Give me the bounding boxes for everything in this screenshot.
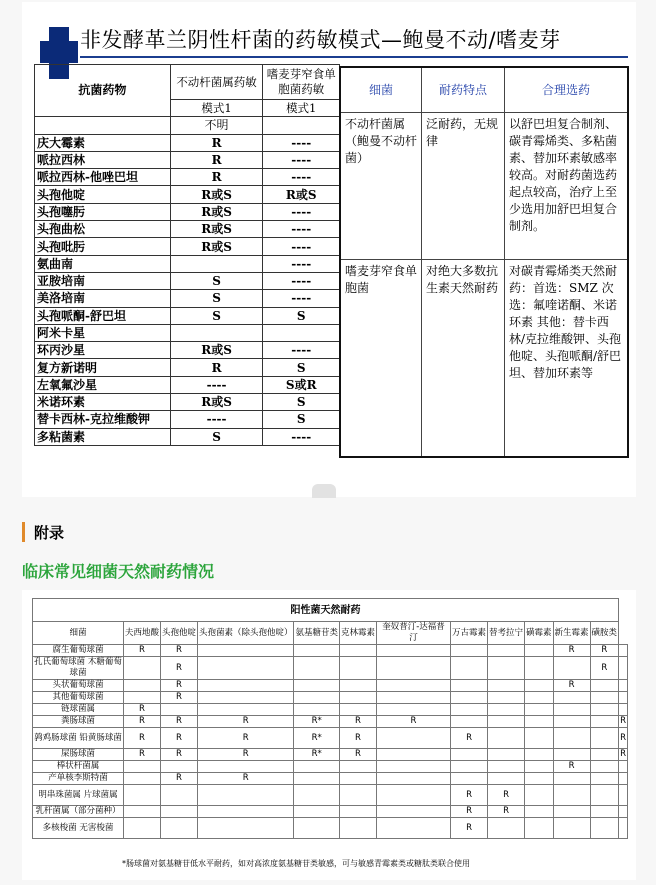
- title-rule: [80, 56, 628, 58]
- acinetobacter-value: S: [170, 272, 263, 289]
- resistance-cell: [553, 728, 590, 749]
- resistance-cell: [339, 806, 376, 818]
- column-header: 头孢他啶: [161, 622, 198, 645]
- table-row: [33, 680, 628, 692]
- stenotrophomonas-value: ----: [263, 290, 340, 307]
- section-title: 附录: [34, 524, 65, 542]
- table-row: [33, 657, 628, 680]
- column-header: 磺胺类: [590, 622, 619, 645]
- resistance-cell: [376, 657, 450, 680]
- resistance-cell: [590, 680, 619, 692]
- resistance-cell: [198, 704, 294, 716]
- resistance-cell: [451, 704, 488, 716]
- organism-name: 其他葡萄球菌: [33, 692, 124, 704]
- resistance-cell: [619, 680, 628, 692]
- resistance-cell: R: [339, 749, 376, 761]
- resistance-cell: [590, 761, 619, 773]
- drug-name: 哌拉西林-他唑巴坦: [35, 169, 171, 186]
- organism-name: 头状葡萄球菌: [33, 680, 124, 692]
- organism-name: 粪肠球菌: [33, 716, 124, 728]
- acinetobacter-value: R或S: [170, 394, 263, 411]
- stenotrophomonas-value: ----: [263, 151, 340, 168]
- stenotrophomonas-value: ----: [263, 203, 340, 220]
- acinetobacter-value: R或S: [170, 342, 263, 359]
- resistance-cell: [376, 761, 450, 773]
- stenotrophomonas-value: ----: [263, 221, 340, 238]
- resistance-cell: R: [553, 680, 590, 692]
- resistance-cell: [451, 749, 488, 761]
- stenotrophomonas-value: ----: [263, 342, 340, 359]
- resistance-cell: R: [619, 728, 628, 749]
- stenotrophomonas-value: S: [263, 394, 340, 411]
- resistance-cell: [198, 785, 294, 806]
- column-header: 奎奴普汀-达福普汀: [376, 622, 450, 645]
- acinetobacter-value: ----: [170, 376, 263, 393]
- resistance-cell: [198, 806, 294, 818]
- resistance-cell: R: [161, 657, 198, 680]
- table-row: [33, 704, 628, 716]
- section-subtitle: 临床常见细菌天然耐药情况: [22, 562, 215, 581]
- resistance-cell: [451, 716, 488, 728]
- slide-title: 非发酵革兰阴性杆菌的药敏模式—鲍曼不动/嗜麦芽: [80, 28, 561, 52]
- drug-name: 头孢噻肟: [35, 203, 171, 220]
- resistance-cell: [198, 818, 294, 839]
- table-row: [35, 307, 340, 324]
- resistance-cell: [339, 692, 376, 704]
- stenotrophomonas-value: ----: [263, 428, 340, 445]
- resistance-cell: [553, 657, 590, 680]
- stenotrophomonas-value: S: [263, 359, 340, 376]
- drug-name: 氨曲南: [35, 255, 171, 272]
- resistance-cell: [590, 692, 619, 704]
- table-row: [35, 342, 340, 359]
- resistance-cell: R: [590, 645, 619, 657]
- resistance-cell: R: [124, 704, 161, 716]
- mode-empty-cell: [35, 117, 171, 134]
- resistance-cell: R: [451, 806, 488, 818]
- resistance-cell: [161, 785, 198, 806]
- table-row: [35, 428, 340, 445]
- table-row: [35, 324, 340, 341]
- resistance-cell: [294, 692, 340, 704]
- resistance-cell: [294, 645, 340, 657]
- table-row: [35, 255, 340, 272]
- resistance-cell: [124, 657, 161, 680]
- section-accent-bar: [22, 522, 25, 542]
- table-row: [35, 186, 340, 203]
- resistance-cell: R: [161, 773, 198, 785]
- resistance-cell: R: [198, 716, 294, 728]
- resistance-cell: [553, 704, 590, 716]
- resistance-cell: [124, 680, 161, 692]
- resistance-cell: [525, 773, 554, 785]
- resistance-cell: [590, 818, 619, 839]
- resistance-cell: [488, 657, 525, 680]
- resistance-cell: [161, 704, 198, 716]
- resistance-cell: [619, 785, 628, 806]
- organism-name: 链球菌属: [33, 704, 124, 716]
- susceptibility-rows: [35, 134, 340, 445]
- table-row: [35, 290, 340, 307]
- mode-empty-cell: [263, 117, 340, 134]
- table-row: [33, 728, 628, 749]
- resistance-cell: [590, 704, 619, 716]
- resistance-cell: [553, 692, 590, 704]
- resistance-cell: [590, 773, 619, 785]
- resistance-cell: [525, 761, 554, 773]
- resistance-cell: [376, 785, 450, 806]
- resistance-cell: [124, 806, 161, 818]
- resistance-cell: [525, 785, 554, 806]
- resistance-cell: [619, 761, 628, 773]
- resistance-cell: R: [553, 645, 590, 657]
- resistance-cell: R: [198, 749, 294, 761]
- resistance-cell: [339, 680, 376, 692]
- resistance-cell: [124, 785, 161, 806]
- drug-name: 阿米卡星: [35, 324, 171, 341]
- resistance-cell: [619, 818, 628, 839]
- resistance-cell: R: [451, 785, 488, 806]
- resistance-cell: [488, 680, 525, 692]
- drug-name: 头孢他啶: [35, 186, 171, 203]
- resistance-cell: [294, 657, 340, 680]
- stenotrophomonas-value: R或S: [263, 186, 340, 203]
- mode-label-1: 模式1: [170, 100, 263, 117]
- resistance-cell: [451, 761, 488, 773]
- table-row: [35, 394, 340, 411]
- resistance-cell: [376, 749, 450, 761]
- acinetobacter-value: R或S: [170, 203, 263, 220]
- resistance-cell: [294, 773, 340, 785]
- resistance-cell: [294, 761, 340, 773]
- resistance-cell: [525, 692, 554, 704]
- drug-name: 复方新诺明: [35, 359, 171, 376]
- column-header: 氨基糖苷类: [294, 622, 340, 645]
- resistance-cell: [451, 680, 488, 692]
- resistance-cell: R: [376, 716, 450, 728]
- acinetobacter-value: R: [170, 151, 263, 168]
- resistance-cell: [451, 645, 488, 657]
- stenotrophomonas-value: [263, 324, 340, 341]
- watermark-icon: [312, 484, 336, 498]
- resistance-cell: [339, 704, 376, 716]
- stenotrophomonas-header: 嗜麦芽窄食单胞菌药敏: [263, 65, 340, 100]
- susceptibility-table: [34, 64, 340, 446]
- resistance-cell: R: [553, 761, 590, 773]
- organism-name: 腐生葡萄球菌: [33, 645, 124, 657]
- choice-cell: 以舒巴坦复合制剂、碳青霉烯类、多粘菌素、替加环素敏感率较高。对耐药菌选药起点较高，治疗上至少选用加舒巴坦复合制剂。: [505, 113, 629, 260]
- stenotrophomonas-value: ----: [263, 169, 340, 186]
- bacteria-cell: 不动杆菌属（鲍曼不动杆菌）: [340, 113, 422, 260]
- table-row: [33, 785, 628, 806]
- acinetobacter-value: S: [170, 307, 263, 324]
- resistance-cell: [619, 806, 628, 818]
- resistance-cell: [525, 704, 554, 716]
- feature-cell: 对绝大多数抗生素天然耐药: [422, 260, 505, 458]
- resistance-cell: [339, 761, 376, 773]
- drug-name: 环丙沙星: [35, 342, 171, 359]
- resistance-cell: [376, 818, 450, 839]
- feature-cell: 泛耐药，无规律: [422, 113, 505, 260]
- resistance-cell: R: [620, 749, 626, 759]
- resistance-cell: R: [161, 680, 198, 692]
- table-row: [35, 221, 340, 238]
- resistance-cell: [339, 785, 376, 806]
- mode-value: 不明: [170, 117, 263, 134]
- resistance-cell: [376, 680, 450, 692]
- resistance-cell: [161, 806, 198, 818]
- acinetobacter-value: S: [170, 290, 263, 307]
- resistance-cell: R: [451, 818, 488, 839]
- resistance-cell: [488, 761, 525, 773]
- resistance-cell: R: [161, 692, 198, 704]
- drug-name: 头孢曲松: [35, 221, 171, 238]
- resistance-cell: [294, 785, 340, 806]
- drug-name: 亚胺培南: [35, 272, 171, 289]
- feature-header: 耐药特点: [422, 67, 505, 113]
- resistance-cell: [376, 773, 450, 785]
- resistance-cell: [619, 704, 628, 716]
- resistance-cell: [553, 749, 590, 761]
- bacteria-header: 细菌: [340, 67, 422, 113]
- resistance-cell: [525, 728, 554, 749]
- resistance-cell: R: [198, 773, 294, 785]
- resistance-cell: [339, 818, 376, 839]
- resistance-cell: [161, 761, 198, 773]
- drug-name: 替卡西林-克拉维酸钾: [35, 411, 171, 428]
- table-footnote: *肠球菌对氨基糖苷低水平耐药，如对高浓度氨基糖苷类敏感，可与敏感青霉素类或糖肽类联合使用: [122, 859, 470, 868]
- resistance-cell: [590, 785, 619, 806]
- organism-name: 棒状杆菌属: [33, 761, 124, 773]
- drug-name: 多粘菌素: [35, 428, 171, 445]
- resistance-cell: R: [161, 645, 198, 657]
- resistance-cell: [124, 818, 161, 839]
- table-row: [33, 749, 628, 761]
- resistance-cell: R: [488, 806, 525, 818]
- resistance-cell: R: [124, 728, 161, 749]
- organism-name: 产单核李斯特菌: [33, 773, 124, 785]
- table-caption: 阳性菌天然耐药: [33, 599, 619, 622]
- resistance-cell: R*: [294, 728, 340, 749]
- resistance-cell: [590, 728, 619, 749]
- resistance-cell: [161, 818, 198, 839]
- resistance-cell: [553, 785, 590, 806]
- resistance-cell: [553, 716, 590, 728]
- stenotrophomonas-value: ----: [263, 238, 340, 255]
- resistance-cell: [451, 692, 488, 704]
- resistance-cell: R*: [294, 749, 340, 761]
- column-header: 夫西地酸: [124, 622, 161, 645]
- resistance-cell: R: [161, 728, 198, 749]
- resistance-cell: [339, 773, 376, 785]
- resistance-cell: [619, 657, 628, 680]
- resistance-cell: [619, 773, 628, 785]
- resistance-cell: [198, 761, 294, 773]
- resistance-cell: R: [161, 716, 198, 728]
- resistance-cell: [488, 773, 525, 785]
- drug-name: 头孢吡肟: [35, 238, 171, 255]
- stenotrophomonas-value: S: [263, 307, 340, 324]
- table-row: [35, 359, 340, 376]
- resistance-cell: R: [124, 749, 161, 761]
- resistance-cell: R: [339, 728, 376, 749]
- column-header: 万古霉素: [451, 622, 488, 645]
- resistance-cell: R: [590, 657, 619, 680]
- resistance-cell: [590, 749, 619, 761]
- acinetobacter-header: 不动杆菌属药敏: [170, 65, 263, 100]
- resistance-cell: [376, 806, 450, 818]
- resistance-cell: [198, 645, 294, 657]
- resistance-cell: [488, 749, 525, 761]
- resistance-cell: [451, 657, 488, 680]
- table-row: [35, 134, 340, 151]
- drug-name: 哌拉西林: [35, 151, 171, 168]
- resistance-cell: R: [124, 645, 161, 657]
- column-header: 磺霉素: [525, 622, 554, 645]
- resistance-cell: [376, 728, 450, 749]
- drug-name: 米诺环素: [35, 394, 171, 411]
- resistance-cell: [525, 806, 554, 818]
- resistance-cell: [488, 716, 525, 728]
- resistance-cell: [339, 657, 376, 680]
- table-row: [35, 238, 340, 255]
- resistance-table: [339, 66, 629, 458]
- table-row: [33, 806, 628, 818]
- acinetobacter-value: R或S: [170, 186, 263, 203]
- resistance-cell: [553, 773, 590, 785]
- resistance-cell: [488, 728, 525, 749]
- organism-name: 明串珠菌属 片球菌属: [33, 785, 124, 806]
- resistance-cell: R*: [294, 716, 340, 728]
- resistance-cell: R: [161, 749, 198, 761]
- column-header: 替考拉宁: [488, 622, 525, 645]
- column-header: 克林霉素: [339, 622, 376, 645]
- resistance-cell: [488, 692, 525, 704]
- table-row: [33, 773, 628, 785]
- resistance-cell: [376, 692, 450, 704]
- table-row: [33, 692, 628, 704]
- table-row: [33, 761, 628, 773]
- column-header: 新生霉素: [553, 622, 590, 645]
- acinetobacter-value: ----: [170, 411, 263, 428]
- table-body: [33, 645, 628, 839]
- acinetobacter-value: R: [170, 359, 263, 376]
- choice-cell: 对碳青霉烯类天然耐药：首选：SMZ 次选：氟喹诺酮、米诺环素 其他：替卡西林/克拉维酸钾、头孢他啶、头孢哌酮/舒巴坦、替加环素等: [505, 260, 629, 458]
- acinetobacter-value: S: [170, 428, 263, 445]
- resistance-cell: [451, 773, 488, 785]
- resistance-image-panel: [22, 590, 636, 880]
- choice-header: 合理选药: [505, 67, 629, 113]
- resistance-cell: [525, 680, 554, 692]
- resistance-cell: [553, 806, 590, 818]
- stenotrophomonas-value: S: [263, 411, 340, 428]
- resistance-cell: [553, 818, 590, 839]
- organism-name: 孔氏葡萄球菌 木糖葡萄球菌: [34, 657, 122, 678]
- resistance-cell: [376, 645, 450, 657]
- resistance-cell: [198, 692, 294, 704]
- table-row: [33, 818, 628, 839]
- stenotrophomonas-value: ----: [263, 134, 340, 151]
- drug-name: 头孢哌酮-舒巴坦: [35, 307, 171, 324]
- drug-name: 左氧氟沙星: [35, 376, 171, 393]
- drug-header: 抗菌药物: [35, 65, 171, 117]
- stenotrophomonas-value: S或R: [263, 376, 340, 393]
- gram-positive-table: [32, 598, 628, 839]
- resistance-cell: [124, 773, 161, 785]
- resistance-cell: [198, 657, 294, 680]
- resistance-cell: [376, 704, 450, 716]
- bacteria-cell: 嗜麦芽窄食单胞菌: [340, 260, 422, 458]
- acinetobacter-value: R或S: [170, 238, 263, 255]
- resistance-cell: [488, 818, 525, 839]
- resistance-cell: R: [451, 728, 488, 749]
- stenotrophomonas-value: ----: [263, 255, 340, 272]
- resistance-cell: [590, 716, 619, 728]
- resistance-cell: R: [198, 728, 294, 749]
- resistance-cell: [488, 704, 525, 716]
- table-row: [35, 376, 340, 393]
- table-row: [35, 169, 340, 186]
- organism-name: 乳杆菌属（部分菌种）: [33, 806, 124, 818]
- resistance-cell: [525, 645, 554, 657]
- column-header: 细菌: [33, 622, 124, 645]
- resistance-cell: [590, 806, 619, 818]
- table-row: [33, 716, 628, 728]
- resistance-cell: [339, 645, 376, 657]
- resistance-cell: [525, 749, 554, 761]
- resistance-cell: [525, 716, 554, 728]
- mode-label-2: 模式1: [263, 100, 340, 117]
- table-row: [35, 203, 340, 220]
- resistance-cell: [525, 657, 554, 680]
- column-header: 头孢菌素（除头孢他啶）: [198, 622, 294, 645]
- resistance-cell: [525, 818, 554, 839]
- slide-panel: [22, 2, 636, 497]
- organism-name: 多核梭菌 无害梭菌: [33, 818, 124, 839]
- resistance-cell: [488, 645, 525, 657]
- acinetobacter-value: R: [170, 134, 263, 151]
- acinetobacter-value: R: [170, 169, 263, 186]
- resistance-cell: [294, 680, 340, 692]
- resistance-cell: R: [124, 716, 161, 728]
- table-header-row: [33, 622, 628, 645]
- resistance-cell: R: [620, 716, 626, 726]
- drug-name: 庆大霉素: [35, 134, 171, 151]
- acinetobacter-value: R或S: [170, 221, 263, 238]
- organism-name: 鹑鸡肠球菌 铅黄肠球菌: [33, 728, 124, 749]
- drug-name: 美洛培南: [35, 290, 171, 307]
- resistance-cell: [294, 818, 340, 839]
- table-row: [35, 151, 340, 168]
- table-row: [35, 411, 340, 428]
- resistance-cell: [294, 704, 340, 716]
- organism-name: 屎肠球菌: [33, 749, 124, 761]
- resistance-cell: R: [488, 785, 525, 806]
- table-row: [35, 272, 340, 289]
- resistance-cell: [619, 645, 628, 657]
- stenotrophomonas-value: ----: [263, 272, 340, 289]
- acinetobacter-value: [170, 324, 263, 341]
- resistance-cell: [619, 692, 628, 704]
- resistance-cell: [124, 692, 161, 704]
- acinetobacter-value: [170, 255, 263, 272]
- resistance-cell: [294, 806, 340, 818]
- resistance-cell: [124, 761, 161, 773]
- resistance-cell: [198, 680, 294, 692]
- table-row: [33, 645, 628, 657]
- resistance-cell: R: [339, 716, 376, 728]
